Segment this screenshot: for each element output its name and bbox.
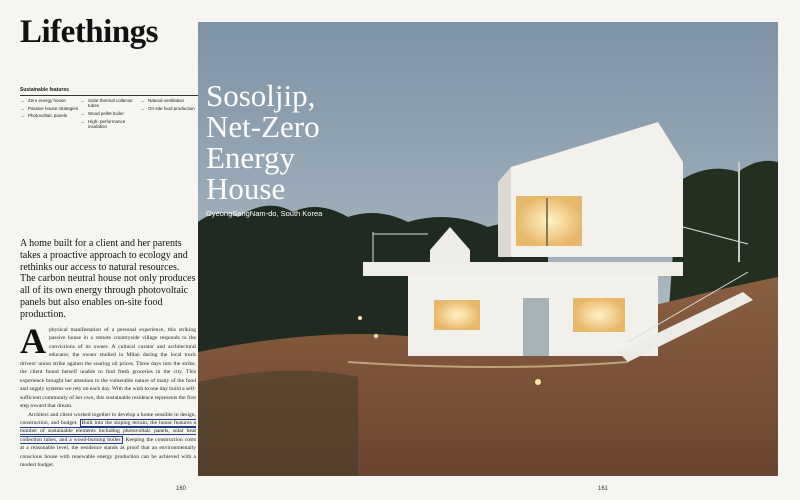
page-number-left: 160 [176,486,187,492]
article-body [20,321,197,470]
feature-item: → Natural ventilation [140,98,198,103]
right-page [198,0,800,500]
paragraph-2-end: Keeping the construction costs at a reasonable level, the residence stands as proof that an environmentally conscious house with renewable energy production can be achieved with a modest budget. [20,436,196,469]
page-number-right: 161 [598,486,609,492]
article-paragraph-2 [20,411,196,470]
left-page [0,0,198,500]
paragraph-2-start: Architect and client worked together to develop a home sensible in design, construction, and budget. [20,411,196,426]
feature-item: → Solar thermal collector tubes [80,98,140,109]
features-column-3 [140,98,198,132]
title-line: Sosoljip, [206,78,316,113]
highlighted-passage: Built into the sloping terrain, the house features a number of sustainable elements including photovoltaic panels, solar heat collection tubes, and a wood-burning boiler. [20,419,197,443]
title-line: Net-Zero [206,109,320,144]
feature-item: → Photovoltaic panels [20,113,80,118]
title-line: House [206,171,286,206]
feature-item: → Passive house strategies [20,106,80,111]
paragraph-1-text: physical manifestation of a personal experience, this striking passive house in a remote countryside village responds to the convictions of its owner. A cultural curator and architectural educator, the owner studied in Milan during the local truck drivers' union strike against the soaring oil prices. Three days into the strike, the client found herself unable to find fresh groceries in the city. This experience brought her attention to the vulnerable nature of many of the food and supply systems we rely on each day. With the wish to one day build a self-sufficient community of her own, this sustainable residence represents the first step toward that dream. [20,327,196,410]
feature-item: → Zero energy house [20,98,80,103]
drop-cap: A [20,321,46,361]
article-title [206,80,396,204]
location-caption: GyeongSangNam-do, South Korea [206,209,323,218]
feature-item: → On-site food production [140,106,198,111]
features-column-1 [20,98,80,132]
feature-item: → High- performance insulation [80,119,140,130]
article-paragraph-1 [20,321,196,411]
magazine-brand: Lifethings [20,14,159,50]
title-line: Energy [206,140,295,175]
feature-item: → Wood pellet boiler [80,111,140,116]
features-title: Sustainable features [20,87,198,96]
features-list [20,98,198,132]
lead-paragraph: A home built for a client and her parents takes a proactive approach to ecology and rethinks our access to natural resources. The carbon neutral house not only produces all of its own energy through photovoltaic panels but also enables on-site food production. [20,238,196,320]
features-column-2 [80,98,140,132]
